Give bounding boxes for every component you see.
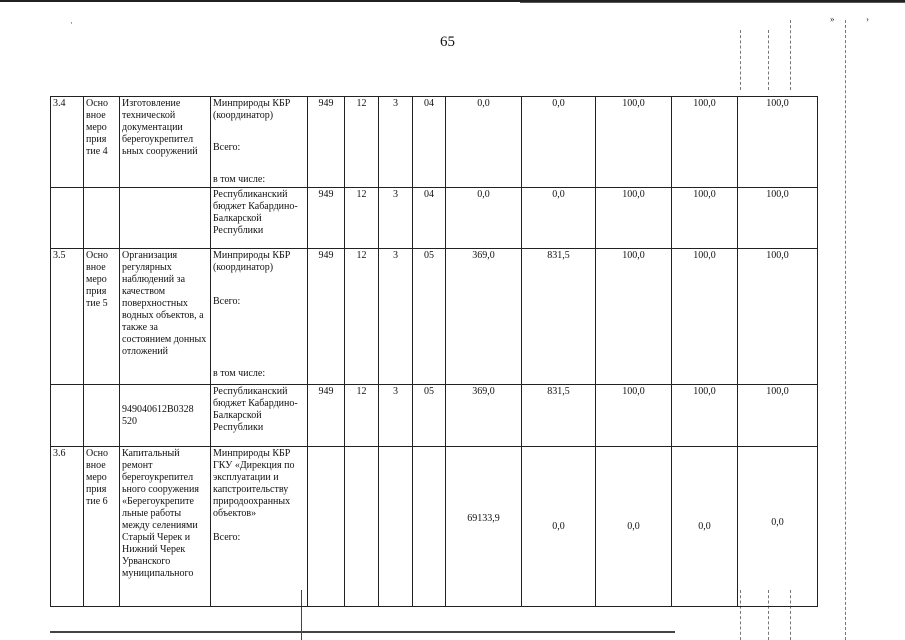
cs-code: 04 [413, 188, 446, 249]
scan-dash [790, 20, 792, 90]
grbs-code: 949 [308, 249, 345, 385]
budget-code: 949040612В0328 520 [120, 385, 211, 447]
value-3: 100,0 [596, 249, 672, 385]
rz-code: 12 [345, 249, 379, 385]
value-4: 0,0 [672, 447, 738, 607]
value-2: 0,0 [522, 447, 596, 607]
pr-code [379, 447, 413, 607]
program-measures-table [50, 96, 818, 607]
grbs-code [308, 447, 345, 607]
row-number: 3.4 [51, 97, 84, 188]
value-4: 100,0 [672, 97, 738, 188]
value-1: 369,0 [446, 249, 522, 385]
cs-code: 05 [413, 249, 446, 385]
measure-type: Осно вное меро прия тие 6 [84, 447, 120, 607]
row-number: 3.5 [51, 249, 84, 385]
value-1: 369,0 [446, 385, 522, 447]
scan-speck: · [70, 18, 73, 28]
value-2: 0,0 [522, 97, 596, 188]
pr-code: 3 [379, 97, 413, 188]
responsible-main: Республиканский бюджет Кабардино-Балкарской Республики [211, 188, 308, 249]
scan-speck: › [866, 14, 869, 24]
scan-dash [845, 20, 847, 640]
value-5: 100,0 [738, 97, 818, 188]
responsible-incl: в том числе: [213, 368, 266, 379]
value-5: 100,0 [738, 385, 818, 447]
value-5: 100,0 [738, 188, 818, 249]
scan-top-border-secondary [520, 2, 905, 3]
measure-name: Изготовление технической документации берегоукрепител ьных сооружений [120, 97, 211, 188]
responsible [211, 447, 308, 607]
value-5: 100,0 [738, 249, 818, 385]
measure-name [120, 188, 211, 249]
value-4: 100,0 [672, 249, 738, 385]
grbs-code: 949 [308, 188, 345, 249]
value-3: 100,0 [596, 188, 672, 249]
cs-code [413, 447, 446, 607]
measure-type [84, 385, 120, 447]
responsible-incl: в том числе: [213, 174, 266, 185]
responsible-main: Минприроды КБР (координатор) [213, 250, 291, 273]
pr-code: 3 [379, 249, 413, 385]
value-4: 100,0 [672, 385, 738, 447]
table-row [51, 188, 818, 249]
measure-type: Осно вное меро прия тие 5 [84, 249, 120, 385]
measure-type: Осно вное меро прия тие 4 [84, 97, 120, 188]
scan-speck: » [830, 14, 835, 24]
scan-bottom-border [50, 631, 675, 633]
measure-type [84, 188, 120, 249]
pr-code: 3 [379, 385, 413, 447]
rz-code: 12 [345, 188, 379, 249]
responsible-total: Всего: [213, 296, 241, 307]
value-4: 100,0 [672, 188, 738, 249]
cs-code: 04 [413, 97, 446, 188]
grbs-code: 949 [308, 385, 345, 447]
responsible-total: Всего: [213, 532, 241, 543]
responsible [211, 249, 308, 385]
value-2: 831,5 [522, 385, 596, 447]
row-number: 3.6 [51, 447, 84, 607]
responsible-main: Республиканский бюджет Кабардино-Балкарской Республики [211, 385, 308, 447]
value-3: 0,0 [596, 447, 672, 607]
table-row [51, 447, 818, 607]
scan-dash [768, 30, 770, 90]
rz-code: 12 [345, 385, 379, 447]
table-row [51, 385, 818, 447]
value-1: 0,0 [446, 188, 522, 249]
value-3: 100,0 [596, 97, 672, 188]
responsible-main: Минприроды КБР ГКУ «Дирекция по эксплуатации и капстроительству природоохранных объектов» [213, 448, 295, 519]
scan-dash [740, 30, 742, 90]
value-2: 831,5 [522, 249, 596, 385]
table-row [51, 97, 818, 188]
value-1: 69133,9 [446, 447, 522, 607]
responsible-total: Всего: [213, 142, 241, 153]
page-number: 65 [440, 34, 455, 50]
measure-name: Организация регулярных наблюдений за качеством поверхностных водных объектов, а также за состоянием донных отложений [120, 249, 211, 385]
responsible-main: Минприроды КБР (координатор) [213, 98, 291, 121]
value-3: 100,0 [596, 385, 672, 447]
table-row [51, 249, 818, 385]
pr-code: 3 [379, 188, 413, 249]
grbs-code: 949 [308, 97, 345, 188]
cs-code: 05 [413, 385, 446, 447]
measure-name: Капитальный ремонт берегоукрепител ьного сооружения «Берегоукрепите льные работы между селениями Старый Черек и Нижний Черек Урванского муниципального [120, 447, 211, 607]
value-1: 0,0 [446, 97, 522, 188]
responsible [211, 97, 308, 188]
value-5: 0,0 [738, 447, 818, 607]
row-number [51, 385, 84, 447]
rz-code: 12 [345, 97, 379, 188]
value-2: 0,0 [522, 188, 596, 249]
row-number [51, 188, 84, 249]
rz-code [345, 447, 379, 607]
